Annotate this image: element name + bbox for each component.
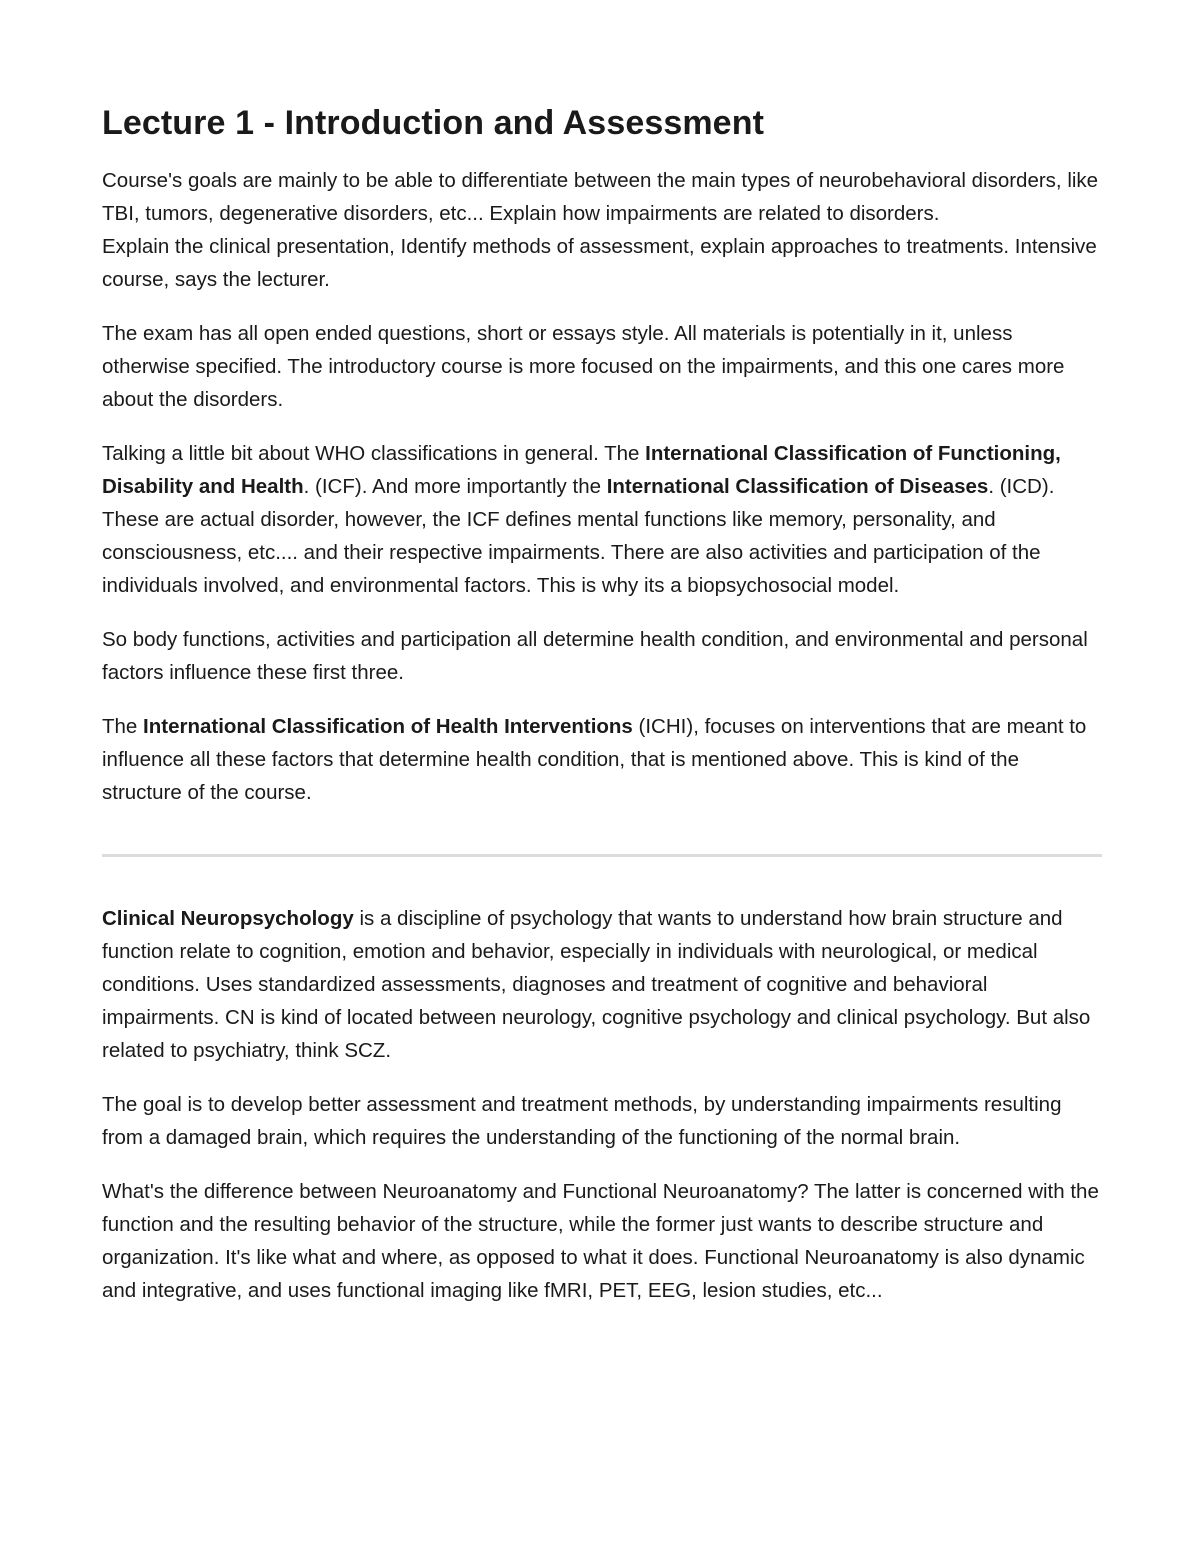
course-goals-paragraph-cont: Explain the clinical presentation, Identify methods of assessment, explain approaches to treatments. Intensive course, says the lecturer. xyxy=(102,235,1097,291)
page-title: Lecture 1 - Introduction and Assessment xyxy=(102,104,764,142)
bold-term-ichi: International Classification of Health Interventions xyxy=(143,715,633,738)
neuroanatomy-paragraph: What's the difference between Neuroanatomy and Functional Neuroanatomy? The latter is concerned with the function and the resulting behavior of the structure, while the former just wants to describe structure and organization. It's like what and where, as opposed to what it does. Functional Neuroanatomy is also dynamic and integrative, and uses functional imaging like fMRI, PET, EEG, lesion studies, etc... xyxy=(102,1180,1099,1302)
who-classifications-paragraph xyxy=(102,437,1102,602)
bold-term-icd: International Classification of Diseases xyxy=(606,475,989,498)
clinical-neuropsychology-paragraph xyxy=(102,902,1102,1067)
text-run: Talking a little bit about WHO classifications in general. The xyxy=(102,442,646,465)
bold-term-clinical-neuropsychology: Clinical Neuropsychology xyxy=(102,907,354,930)
ichi-paragraph xyxy=(102,710,1102,809)
section-divider xyxy=(102,854,1102,857)
goal-paragraph: The goal is to develop better assessment and treatment methods, by understanding impairments resulting from a damaged brain, which requires the understanding of the functioning of the normal brain. xyxy=(102,1093,1062,1149)
bold-term-icf: International Classification of Functioning, Disability and Health xyxy=(102,442,1061,498)
text-run: . (ICF). And more importantly the xyxy=(303,475,607,498)
body-functions-paragraph: So body functions, activities and participation all determine health condition, and environmental and personal factors influence these first three. xyxy=(102,628,1088,684)
text-run: . (ICD). These are actual disorder, however, the ICF defines mental functions like memory, personality, and consciousness, etc.... and their respective impairments. There are also activities and participation of the individuals involved, and environmental factors. This is why its a biopsychosocial model. xyxy=(102,475,1055,597)
exam-paragraph: The exam has all open ended questions, short or essays style. All materials is potentially in it, unless otherwise specified. The introductory course is more focused on the impairments, and this one cares more about the disorders. xyxy=(102,322,1065,411)
text-run: is a discipline of psychology that wants to understand how brain structure and function relate to cognition, emotion and behavior, especially in individuals with neurological, or medical conditions. Uses standardized assessments, diagnoses and treatment of cognitive and behavioral impairments. CN is kind of located between neurology, cognitive psychology and clinical psychology. But also related to psychiatry, think SCZ. xyxy=(102,907,1091,1062)
course-goals-paragraph: Course's goals are mainly to be able to differentiate between the main types of neurobehavioral disorders, like TBI, tumors, degenerative disorders, etc... Explain how impairments are related to disorders. xyxy=(102,169,1099,225)
document-page xyxy=(102,100,1102,1328)
text-run: The xyxy=(102,715,144,738)
text-run: (ICHI), focuses on interventions that are meant to influence all these factors that determine health condition, that is mentioned above. This is kind of the structure of the course. xyxy=(102,715,1087,804)
